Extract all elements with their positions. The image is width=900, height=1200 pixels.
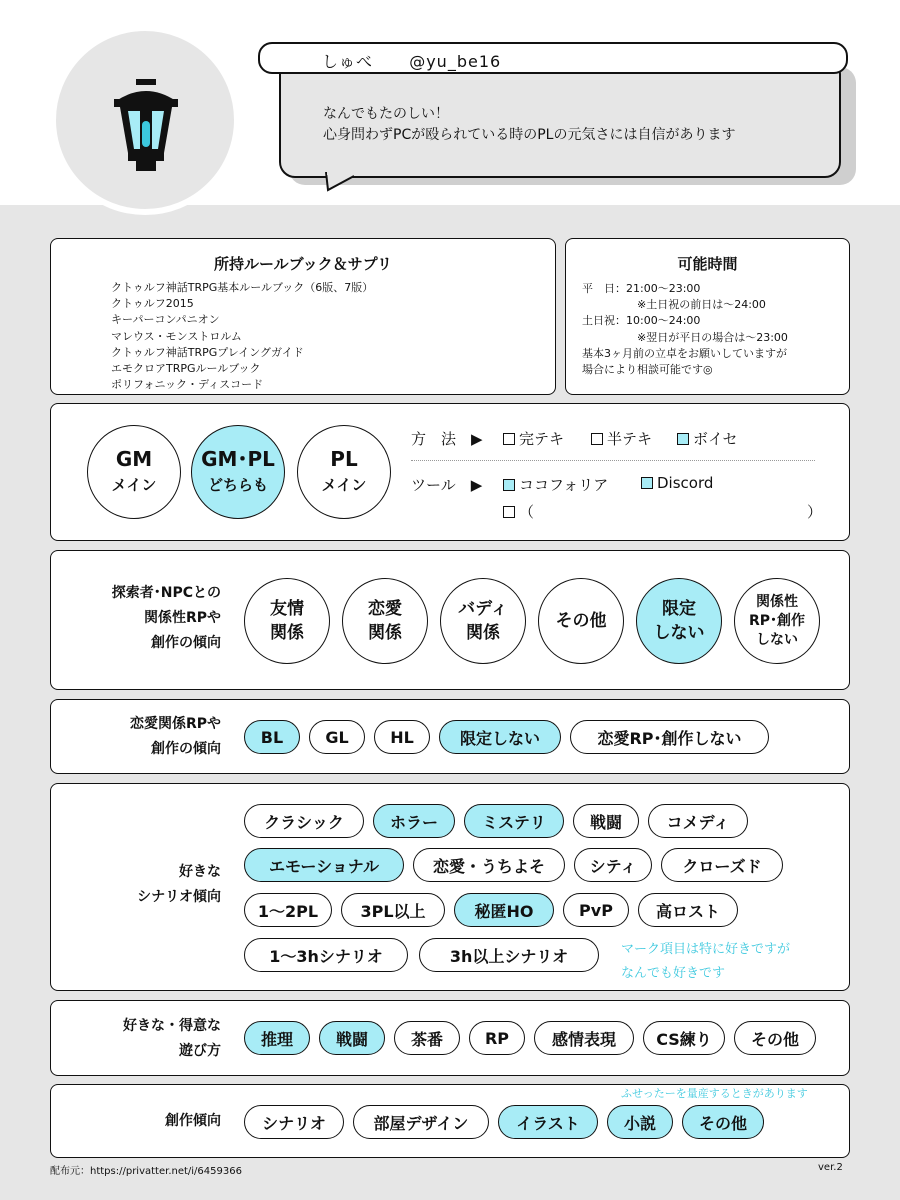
tool-option[interactable] <box>641 474 713 492</box>
option-label: ココフォリア <box>519 476 609 494</box>
time-line: ※翌日が平日の場合は～23:00 <box>582 330 788 344</box>
list-item: マレウス・モンストロルム <box>111 329 242 343</box>
option-label: （ <box>519 503 535 521</box>
rulebook-card <box>50 238 556 395</box>
tag-pill: 3PL以上 <box>341 893 445 927</box>
label-line: 探索者･NPCとの <box>111 585 221 601</box>
tag-pill: シナリオ <box>244 1105 344 1139</box>
checkbox-checked-icon <box>677 433 689 445</box>
label-line: 創作の傾向 <box>151 741 221 757</box>
method-option[interactable] <box>591 428 652 449</box>
method-label: 方 法 ▶ <box>411 430 483 448</box>
tag-pill: RP <box>469 1021 525 1055</box>
time-line: 土日祝：10:00～24:00 <box>582 314 701 328</box>
time-title: 可能時間 <box>677 255 738 273</box>
circle-line: しない <box>653 623 705 643</box>
circle-line: メイン <box>321 476 367 494</box>
circle-line: その他 <box>555 611 607 631</box>
circle-line: 関係 <box>465 623 500 643</box>
role-card <box>50 403 850 541</box>
circle-line: GM･PL <box>201 447 275 471</box>
tag-pill: イラスト <box>498 1105 598 1139</box>
tag-pill: 3h以上シナリオ <box>419 938 599 972</box>
rulebook-list <box>111 280 555 393</box>
time-line: ※土日祝の前日は～24:00 <box>582 298 766 312</box>
tag-pill: 戦闘 <box>319 1021 385 1055</box>
creation-note: ふせったーを量産するときがあります <box>621 1087 808 1100</box>
relation-label <box>61 581 221 656</box>
tag-pill: ホラー <box>373 804 455 838</box>
relation-card <box>50 550 850 690</box>
circle-line: 友情 <box>270 599 304 619</box>
circle-line: 関係性 <box>755 593 798 610</box>
time-line: 基本3ヶ月前の立卓をお願いしていますが <box>582 346 787 360</box>
tag-pill: 1～2PL <box>244 893 332 927</box>
tag-pill: 秘匿HO <box>454 893 554 927</box>
checkbox-checked-icon <box>641 477 653 489</box>
label-line: 関係性RPや <box>143 610 221 626</box>
label-line: 好きな <box>179 864 221 880</box>
tool-option-other[interactable] <box>503 501 534 522</box>
tag-pill: 部屋デザイン <box>353 1105 489 1139</box>
tag-pill: 感情表現 <box>534 1021 634 1055</box>
tag-pill: BL <box>244 720 300 754</box>
checkbox-checked-icon <box>503 479 515 491</box>
pl-main-circle <box>297 425 391 519</box>
tool-other-close: ） <box>807 503 823 521</box>
tag-pill: クラシック <box>244 804 364 838</box>
scenario-card <box>50 783 850 991</box>
option-label: 半テキ <box>607 430 653 448</box>
tag-pill: コメディ <box>648 804 748 838</box>
list-item: クトゥルフ神話TRPG基本ルールブック（6版、7版） <box>111 281 374 294</box>
circle-line: PL <box>330 447 358 471</box>
option-label: ボイセ <box>693 430 738 448</box>
creation-card <box>50 1084 850 1158</box>
scenario-note <box>621 938 790 986</box>
gm-main-circle <box>87 425 181 519</box>
circle-line: しない <box>755 631 798 648</box>
message-line-1: なんでもたのしい！ <box>323 106 449 122</box>
time-lines <box>582 281 849 378</box>
time-card <box>565 238 850 395</box>
circle-line: 関係 <box>368 623 402 643</box>
speech-bubble <box>279 58 841 178</box>
tag-pill: その他 <box>734 1021 816 1055</box>
gm-pl-both-circle <box>191 425 285 519</box>
friendship-circle <box>244 578 330 664</box>
circle-line: RP･創作 <box>748 612 806 629</box>
option-label: 完テキ <box>519 430 565 448</box>
circle-line: 限定 <box>662 599 696 619</box>
method-option[interactable] <box>677 428 738 449</box>
tag-pill: 恋愛・うちよそ <box>413 848 565 882</box>
method-option[interactable] <box>503 428 564 449</box>
label-line: シナリオ傾向 <box>137 889 221 905</box>
tool-option[interactable] <box>503 474 608 495</box>
note-line: なんでも好きです <box>621 966 726 981</box>
creation-label: 創作傾向 <box>165 1113 221 1129</box>
tag-pill: 茶番 <box>394 1021 460 1055</box>
lantern-icon <box>106 79 186 171</box>
tag-pill: 1～3hシナリオ <box>244 938 408 972</box>
list-item: クトゥルフ神話TRPGプレイングガイド <box>111 345 304 359</box>
label-line: 恋愛関係RPや <box>129 716 221 732</box>
tag-pill: PvP <box>563 893 629 927</box>
name-bar <box>258 42 848 74</box>
note-line: マーク項目は特に好きですが <box>621 942 791 957</box>
buddy-circle <box>440 578 526 664</box>
tag-pill: 推理 <box>244 1021 310 1055</box>
list-item: ポリフォニック・ディスコード <box>111 378 264 392</box>
other-circle <box>538 578 624 664</box>
footer-version: ver.2 <box>818 1162 843 1173</box>
tag-pill: GL <box>309 720 365 754</box>
circle-line: 恋愛 <box>368 599 402 619</box>
tag-pill: その他 <box>682 1105 764 1139</box>
circle-line: メイン <box>111 476 157 494</box>
tag-pill: ミステリ <box>464 804 564 838</box>
circle-line: 関係 <box>270 623 304 643</box>
checkbox-icon <box>503 506 515 518</box>
tool-label: ツール ▶ <box>411 476 483 494</box>
rulebook-title: 所持ルールブック＆サプリ <box>213 255 393 273</box>
romance-circle <box>342 578 428 664</box>
dotted-divider <box>411 460 815 461</box>
circle-line: バディ <box>458 599 508 619</box>
unlimited-circle <box>636 578 722 664</box>
tag-pill: 高ロスト <box>638 893 738 927</box>
checkbox-icon <box>591 433 603 445</box>
scenario-label <box>61 860 221 910</box>
list-item: エモクロアTRPGルールブック <box>111 362 261 376</box>
tag-pill: CS練り <box>643 1021 725 1055</box>
tag-pill: 小説 <box>607 1105 673 1139</box>
time-line: 場合により相談可能です◎ <box>582 363 713 377</box>
label-line: 好きな・得意な <box>123 1018 221 1034</box>
avatar <box>50 25 240 215</box>
footer-source: 配布元：https://privatter.net/i/6459366 <box>50 1166 242 1177</box>
tag-pill: HL <box>374 720 430 754</box>
user-handle: @yu_be16 <box>409 52 502 71</box>
speech-tail <box>324 172 358 192</box>
tag-pill: シティ <box>574 848 652 882</box>
tag-pill: クローズド <box>661 848 783 882</box>
tag-pill: 限定しない <box>439 720 561 754</box>
no-relation-circle <box>734 578 820 664</box>
play-label <box>61 1014 221 1064</box>
romance-card <box>50 699 850 774</box>
tag-pill: 戦闘 <box>573 804 639 838</box>
list-item: クトゥルフ2015 <box>111 297 194 311</box>
romance-label <box>61 712 221 762</box>
play-card <box>50 1000 850 1076</box>
circle-line: どちらも <box>207 476 268 494</box>
tag-pill: エモーショナル <box>244 848 404 882</box>
time-line: 平 日：21:00～23:00 <box>582 282 701 295</box>
user-name: しゅべ <box>322 52 374 71</box>
option-label: Discord <box>657 474 714 492</box>
label-line: 創作の傾向 <box>151 635 221 651</box>
circle-line: GM <box>115 447 153 471</box>
checkbox-icon <box>503 433 515 445</box>
label-line: 遊び方 <box>179 1043 221 1059</box>
list-item: キーパーコンパニオン <box>111 313 220 327</box>
tag-pill: 恋愛RP･創作しない <box>570 720 769 754</box>
message-line-2: 心身問わずPCが殴られている時のPLの元気さには自信があります <box>323 127 736 143</box>
